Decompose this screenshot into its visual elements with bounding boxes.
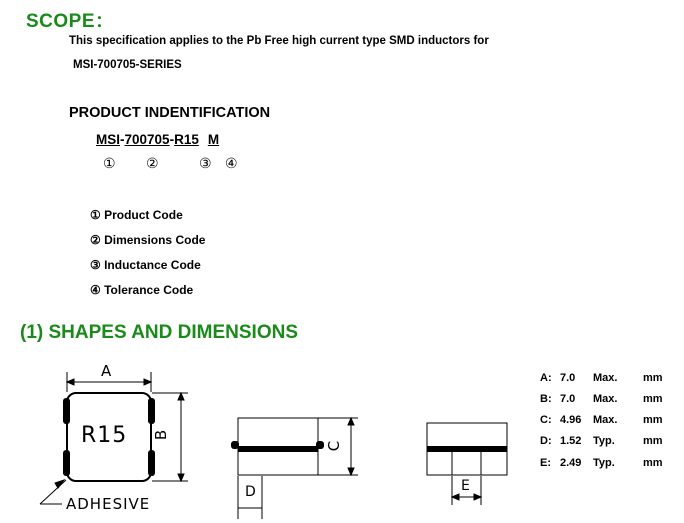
part-product-code: MSI (96, 132, 121, 147)
dimension-label-b: B (152, 429, 171, 441)
shapes-dimensions-title: (1) SHAPES AND DIMENSIONS (20, 322, 298, 343)
dimension-label-e: E (461, 478, 470, 494)
legend-inductance-code: ③ Inductance Code (90, 258, 201, 272)
part-tolerance-code: M (207, 132, 220, 147)
part-number-marker-1: ① (103, 155, 116, 171)
adhesive-label: ADHESIVE (66, 495, 151, 513)
part-number-marker-3: ③ (199, 155, 212, 171)
series-name: MSI-700705-SERIES (73, 59, 182, 71)
top-view-marking: R15 (81, 423, 128, 448)
legend-tolerance-code: ④ Tolerance Code (90, 283, 194, 297)
dimension-label-c: C (325, 440, 344, 452)
part-dimensions-code: 700705 (124, 132, 170, 147)
part-number-marker-2: ② (146, 155, 159, 171)
legend-product-code: ① Product Code (90, 208, 183, 222)
scope-title: SCOPE： (26, 11, 115, 32)
part-inductance-code: R15 (174, 132, 199, 147)
legend-dimensions-code: ② Dimensions Code (90, 233, 206, 247)
dimension-label-a: A (101, 362, 112, 380)
part-separator: - (169, 132, 175, 147)
scope-description: This specification applies to the Pb Free high current type SMD inductors for (69, 35, 489, 47)
dimension-label-d: D (245, 484, 256, 500)
part-separator: - (120, 132, 125, 147)
part-number-marker-4: ④ (225, 155, 238, 171)
product-identification-title: PRODUCT INDENTIFICATION (69, 105, 271, 121)
